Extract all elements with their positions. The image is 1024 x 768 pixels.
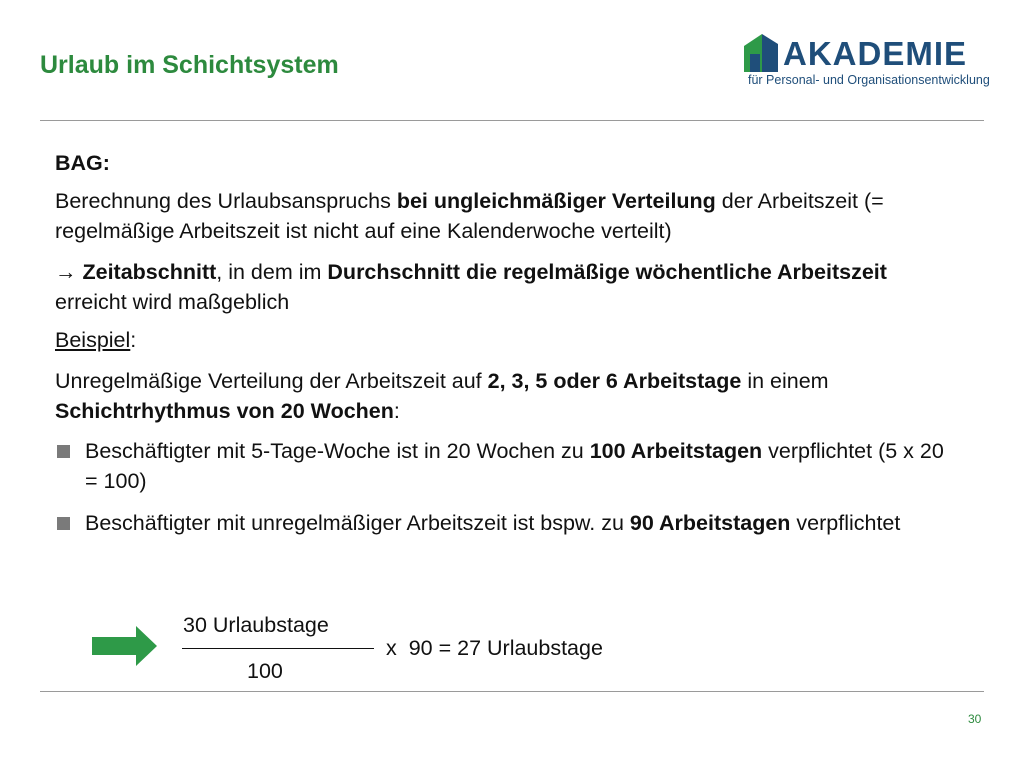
page-number: 30 bbox=[968, 712, 982, 726]
paragraph-calculation bbox=[55, 186, 960, 246]
footer-divider bbox=[40, 691, 984, 692]
emphasis: 2, 3, 5 oder 6 Arbeitstage bbox=[487, 369, 742, 393]
emphasis: bei ungleichmäßiger Verteilung bbox=[396, 189, 716, 213]
logo-wordmark: AKADEMIE bbox=[783, 35, 968, 72]
fraction-numerator: 30 Urlaubstage bbox=[183, 613, 329, 637]
text: , in dem im bbox=[216, 260, 328, 284]
example-word: Beispiel bbox=[55, 328, 131, 352]
right-arrow-icon bbox=[92, 625, 158, 667]
text: verpflichtet (5 x 20 = 100) bbox=[85, 439, 944, 493]
emphasis: 90 Arbeitstagen bbox=[629, 511, 791, 535]
house-logo-icon bbox=[742, 32, 780, 72]
square-bullet-icon bbox=[57, 445, 70, 458]
example-label bbox=[55, 325, 960, 355]
emphasis: Durchschnitt die regelmäßige wöchentliche Arbeitszeit bbox=[327, 260, 887, 284]
emphasis: Zeitabschnitt bbox=[82, 260, 217, 284]
bullet-list bbox=[55, 436, 960, 538]
bag-heading: BAG: bbox=[55, 151, 110, 175]
text: Unregelmäßige Verteilung der Arbeitszeit auf bbox=[55, 369, 488, 393]
fraction-bar bbox=[182, 648, 374, 649]
square-bullet-icon bbox=[57, 517, 70, 530]
right-arrow-glyph-icon: → bbox=[55, 260, 83, 284]
list-item bbox=[55, 436, 960, 496]
slide-title: Urlaub im Schichtsystem bbox=[40, 51, 339, 79]
text: Beschäftigter mit 5-Tage-Woche ist in 20 Wochen zu bbox=[85, 439, 590, 463]
slide-body bbox=[55, 148, 960, 538]
emphasis: 100 Arbeitstagen bbox=[589, 439, 763, 463]
logo-subtitle: für Personal- und Organisationsentwicklung bbox=[748, 73, 990, 87]
text: Beschäftigter mit unregelmäßiger Arbeitszeit ist bspw. zu bbox=[85, 511, 630, 535]
list-item bbox=[55, 508, 960, 538]
fraction-denominator: 100 bbox=[247, 659, 283, 683]
header-divider bbox=[40, 120, 984, 121]
paragraph-distribution bbox=[55, 366, 960, 426]
emphasis: Schichtrhythmus von 20 Wochen bbox=[55, 399, 394, 423]
text: : bbox=[130, 328, 137, 352]
text: in einem bbox=[741, 369, 829, 393]
text: der Arbeitszeit (= regelmäßige Arbeitszeit ist nicht auf eine Kalenderwoche verteilt) bbox=[55, 189, 884, 243]
paragraph-time-period bbox=[55, 257, 960, 317]
text: verpflichtet bbox=[790, 511, 901, 535]
akademie-logo bbox=[742, 32, 990, 88]
formula-result: x 90 = 27 Urlaubstage bbox=[386, 636, 603, 660]
text: : bbox=[393, 399, 400, 423]
text: erreicht wird maßgeblich bbox=[55, 290, 290, 314]
text: Berechnung des Urlaubsanspruchs bbox=[55, 189, 397, 213]
